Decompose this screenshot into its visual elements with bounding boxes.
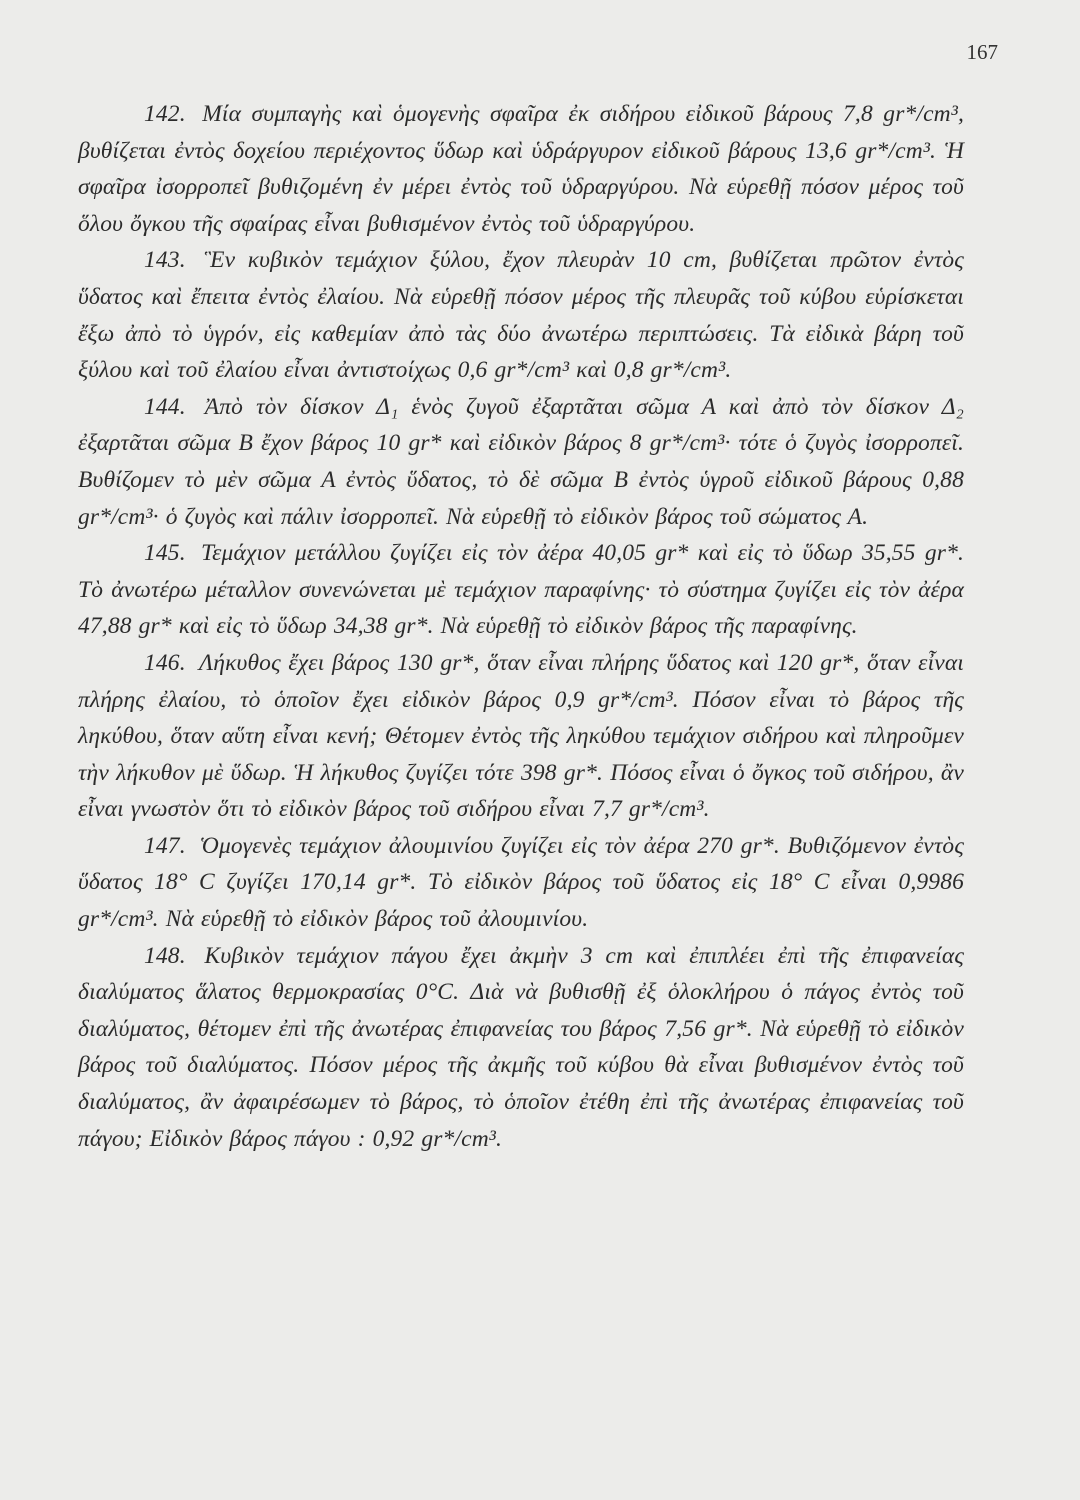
problem-number: 142. [144,101,186,127]
problem-text: Ἀπὸ τὸν δίσκον Δ₁ ἑνὸς ζυγοῦ ἐξαρτᾶται σῶμα Α καὶ ἀπὸ τὸν δίσκον Δ₂ ἐξαρτᾶται σῶμα Β ἔχον βάρος 10 gr* καὶ εἰδικὸν βάρος 8 gr*/cm³· τότε ὁ ζυγὸς ἰσορροπεῖ. Βυθίζομεν τὸ μὲν σῶμα Α ἐντὸς ὕδατος, τὸ δὲ σῶμα Β ἐντὸς ὑγροῦ εἰδικοῦ βάρους 0,88 gr*/cm³· ὁ ζυγὸς καὶ πάλιν ἰσορροπεῖ. Νὰ εὑρεθῇ τὸ εἰδικὸν βάρος τοῦ σώματος Α. [78,393,964,530]
problem-number: 144. [144,393,186,420]
problem-text: Μία συμπαγὴς καὶ ὁμογενὴς σφαῖρα ἐκ σιδήρου εἰδικοῦ βάρους 7,8 gr*/cm³, βυθίζεται ἐντὸς δοχείου περιέχοντος ὕδωρ καὶ ὑδράργυρον εἰδικοῦ βάρους 13,6 gr*/cm³. Ἡ σφαῖρα ἰσορροπεῖ βυθιζομένη ἐν μέρει ἐντὸς τοῦ ὑδραργύρου. Νὰ εὑρεθῇ πόσον μέρος τοῦ ὅλου ὄγκου τῆς σφαίρας εἶναι βυθισμένον ἐντὸς τοῦ ὑδραργύρου. [78,101,964,237]
problem-number: 146. [144,649,186,676]
page-number: 167 [966,40,998,64]
problem-146 [78,645,964,828]
problem-text: Ἓν κυβικὸν τεμάχιον ξύλου, ἔχον πλευρὰν 10 cm, βυθίζεται πρῶτον ἐντὸς ὕδατος καὶ ἔπειτα ἐντὸς ἐλαίου. Νὰ εὑρεθῇ πόσον μέρος τῆς πλευρᾶς τοῦ κύβου εὑρίσκεται ἔξω ἀπὸ τὸ ὑγρόν, εἰς καθεμίαν ἀπὸ τὰς δύο ἀνωτέρω περιπτώσεις. Τὰ εἰδικὰ βάρη τοῦ ξύλου καὶ τοῦ ἐλαίου εἶναι ἀντιστοίχως 0,6 gr*/cm³ καὶ 0,8 gr*/cm³. [78,247,964,384]
problem-143 [78,242,964,388]
problem-144 [78,389,964,535]
problem-text: Τεμάχιον μετάλλου ζυγίζει εἰς τὸν ἀέρα 40,05 gr* καὶ εἰς τὸ ὕδωρ 35,55 gr*. Τὸ ἀνωτέρω μέταλλον συνενώνεται μὲ τεμάχιον παραφίνης· τὸ σύστημα ζυγίζει εἰς τὸν ἀέρα 47,88 gr* καὶ εἰς τὸ ὕδωρ 34,38 gr*. Νὰ εὑρεθῇ τὸ εἰδικὸν βάρος τῆς παραφίνης. [78,540,964,640]
problem-list [78,96,964,1157]
problem-148 [78,938,964,1158]
problem-number: 143. [144,247,186,274]
problem-text: Λήκυθος ἔχει βάρος 130 gr*, ὅταν εἶναι πλήρης ὕδατος καὶ 120 gr*, ὅταν εἶναι πλήρης ἐλαίου, τὸ ὁποῖον ἔχει εἰδικὸν βάρος 0,9 gr*/cm³. Πόσον εἶναι τὸ βάρος τῆς ληκύθου, ὅταν αὕτη εἶναι κενή; Θέτομεν ἐντὸς τῆς ληκύθου τεμάχιον σιδήρου καὶ πληροῦμεν τὴν λήκυθον μὲ ὕδωρ. Ἡ λήκυθος ζυγίζει τότε 398 gr*. Πόσος εἶναι ὁ ὄγκος τοῦ σιδήρου, ἂν εἶναι γνωστὸν ὅτι τὸ εἰδικὸν βάρος τοῦ σιδήρου εἶναι 7,7 gr*/cm³. [78,649,964,823]
problem-147 [78,828,964,938]
problem-145 [78,535,964,645]
problem-number: 145. [144,540,186,567]
problem-text: Ὁμογενὲς τεμάχιον ἀλουμινίου ζυγίζει εἰς τὸν ἀέρα 270 gr*. Βυθιζόμενον ἐντὸς ὕδατος 18° C ζυγίζει 170,14 gr*. Τὸ εἰδικὸν βάρος τοῦ ὕδατος εἰς 18° C εἶναι 0,9986 gr*/cm³. Νὰ εὑρεθῇ τὸ εἰδικὸν βάρος τοῦ ἀλουμινίου. [78,832,965,933]
problem-142 [78,96,964,242]
problem-text: Κυβικὸν τεμάχιον πάγου ἔχει ἀκμὴν 3 cm καὶ ἐπιπλέει ἐπὶ τῆς ἐπιφανείας διαλύματος ἅλατος θερμοκρασίας 0°C. Διὰ νὰ βυθισθῇ ἐξ ὁλοκλήρου ὁ πάγος ἐντὸς τοῦ διαλύματος, θέτομεν ἐπὶ τῆς ἀνωτέρας ἐπιφανείας του βάρος 7,56 gr*. Νὰ εὑρεθῇ τὸ εἰδικὸν βάρος τοῦ διαλύματος. Πόσον μέρος τῆς ἀκμῆς τοῦ κύβου θὰ εἶναι βυθισμένον ἐντὸς τοῦ διαλύματος, ἂν ἀφαιρέσωμεν τὸ βάρος, τὸ ὁποῖον ἐτέθη ἐπὶ τῆς ἀνωτέρας ἐπιφανείας τοῦ πάγου; Εἰδικὸν βάρος πάγου : 0,92 gr*/cm³. [78,942,965,1152]
problem-number: 147. [144,832,186,859]
problem-number: 148. [144,942,186,969]
